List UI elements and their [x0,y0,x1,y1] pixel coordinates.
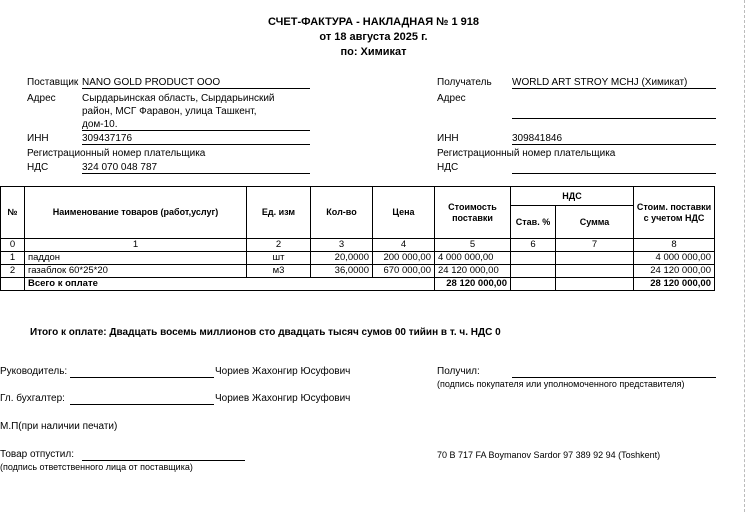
row-cost: 24 120 000,00 [435,265,511,278]
header-vat: НДС [511,187,634,206]
payment-summary: Итого к оплате: Двадцать восемь миллионов сто двадцать тысяч сумов 00 тийин в т. ч. НДС 0 [30,327,501,338]
header-cost: Стоимость поставки [435,187,511,239]
supplier-vat: 324 070 048 787 [82,162,310,174]
header-unit: Ед. изм [247,187,311,239]
row-price: 200 000,00 [373,252,435,265]
document-title: СЧЕТ-ФАКТУРА - НАКЛАДНАЯ № 1 918 [267,16,480,28]
released-signature-line [82,449,245,461]
row-cost: 4 000 000,00 [435,252,511,265]
table-header-row [1,187,715,206]
row-vat-rate [511,252,556,265]
supplier-vat-label: НДС [27,162,49,173]
document-contract: по: Химикат [340,46,407,58]
row-unit: м3 [247,265,311,278]
receiver-vat-line [512,160,716,174]
index-cell: 5 [435,239,511,252]
header-qty: Кол-во [311,187,373,239]
supplier-inn-label: ИНН [27,133,49,144]
supplier-address-line-3: дом-10. [82,119,310,131]
accountant-signature-line [70,393,214,405]
row-total: 4 000 000,00 [634,252,715,265]
row-no: 2 [1,265,25,278]
total-with-vat: 28 120 000,00 [634,278,715,291]
index-cell: 2 [247,239,311,252]
index-cell: 7 [556,239,634,252]
row-name: газаблок 60*25*20 [25,265,247,278]
accountant-label: Гл. бухгалтер: [0,393,65,404]
supplier-address-line-1: Сырдарьинская область, Сырдарьинский [82,93,275,104]
stamp-note: М.П(при наличии печати) [0,421,118,432]
released-label: Товар отпустил: [0,449,74,460]
row-no: 1 [1,252,25,265]
receiver-inn-label: ИНН [437,133,459,144]
row-price: 670 000,00 [373,265,435,278]
header-price: Цена [373,187,435,239]
receiver-reg-label: Регистрационный номер плательщика [437,148,616,159]
row-qty: 20,0000 [311,252,373,265]
supplier-address-label: Адрес [27,93,56,104]
document-date: от 18 августа 2025 г. [319,31,428,43]
index-row [1,239,715,252]
items-table [0,186,715,291]
header-no: № [1,187,25,239]
row-total: 24 120 000,00 [634,265,715,278]
row-vat-sum [556,265,634,278]
header-total: Стоим. поставки с учетом НДС [634,187,715,239]
accountant-name: Чориев Жахонгир Юсуфович [215,393,351,404]
row-vat-rate [511,265,556,278]
row-vat-sum [556,252,634,265]
total-row [1,278,715,291]
receiver-address-line [512,106,716,119]
table-row [1,252,715,265]
page-edge-divider [743,0,745,512]
released-note: (подпись ответственного лица от поставщика) [0,462,193,472]
header-name: Наименование товаров (работ,услуг) [25,187,247,239]
receiver-label: Получатель [437,77,492,88]
index-cell: 1 [25,239,247,252]
receiver-name: WORLD ART STROY MCHJ (Химикат) [512,77,716,89]
supplier-address-line-2: район, МСГ Фаравон, улица Ташкент, [82,106,257,117]
receiver-address-label: Адрес [437,93,466,104]
supplier-reg-label: Регистрационный номер плательщика [27,148,206,159]
director-signature-line [70,366,214,378]
header-vat-rate: Став. % [511,206,556,239]
received-label: Получил: [437,366,480,377]
supplier-name: NANO GOLD PRODUCT OOO [82,77,310,89]
received-signature-line [512,366,716,378]
index-cell: 0 [1,239,25,252]
header-vat-sum: Сумма [556,206,634,239]
supplier-label: Поставщик [27,77,79,88]
received-note: (подпись покупателя или уполномоченного представителя) [437,379,685,389]
table-row [1,265,715,278]
index-cell: 8 [634,239,715,252]
total-label: Всего к оплате [25,278,435,291]
row-name: паддон [25,252,247,265]
supplier-inn: 309437176 [82,133,310,145]
receiver-inn: 309841846 [512,133,716,145]
director-name: Чориев Жахонгир Юсуфович [215,366,351,377]
receiver-vat-label: НДС [437,162,459,173]
row-unit: шт [247,252,311,265]
index-cell: 4 [373,239,435,252]
total-cost: 28 120 000,00 [435,278,511,291]
index-cell: 6 [511,239,556,252]
index-cell: 3 [311,239,373,252]
vehicle-info: 70 B 717 FA Boymanov Sardor 97 389 92 94 (Toshkent) [437,450,661,460]
director-label: Руководитель: [0,366,68,377]
row-qty: 36,0000 [311,265,373,278]
